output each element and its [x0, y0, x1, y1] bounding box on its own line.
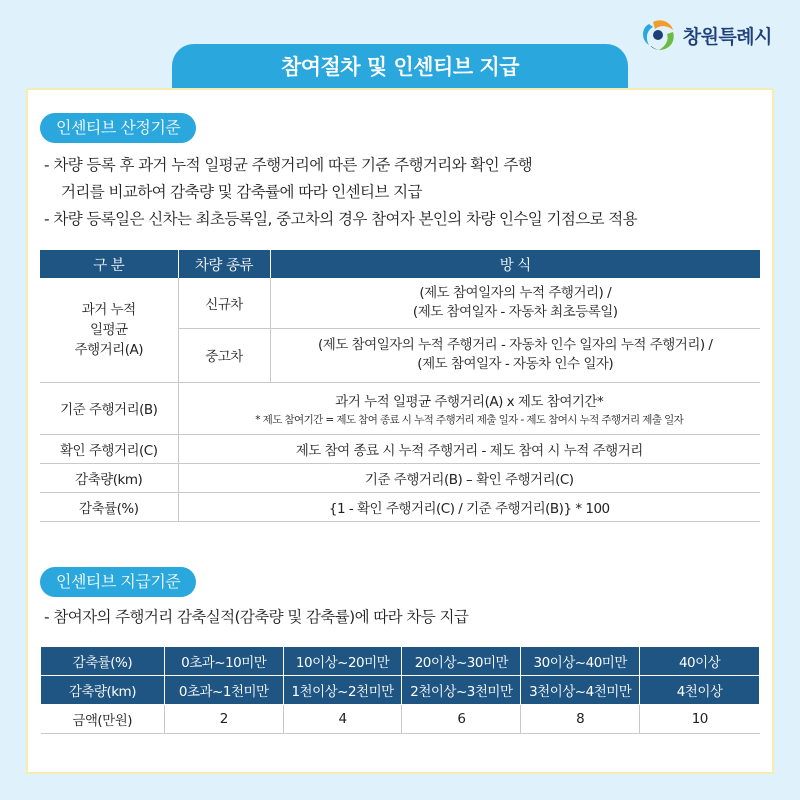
brand-logo	[639, 18, 772, 52]
amount-cell: 1천이상~2천미만	[283, 676, 402, 705]
calculation-bullets	[44, 152, 637, 233]
money-cell: 8	[521, 705, 640, 734]
used-car-formula	[270, 328, 760, 382]
bullet-text: 거리를 비교하여 감축량 및 감축률에 따라 인센티브 지급	[61, 183, 422, 201]
formula-line: (제도 참여일자 - 자동차 인수 일자)	[417, 356, 614, 372]
amount-cell: 0초과~1천미만	[164, 676, 283, 705]
bullet-text: - 차량 등록일은 신차는 최초등록일, 중고차의 경우 참여자 본인의 차량 인수일 기점으로 적용	[44, 210, 638, 228]
header-category: 구 분	[40, 250, 178, 278]
confirm-distance-label: 확인 주행거리(C)	[40, 434, 178, 463]
used-car-type: 중고차	[178, 328, 270, 382]
table-row	[40, 463, 760, 492]
calculation-table	[40, 250, 760, 522]
money-label: 금액(만원)	[41, 705, 165, 734]
new-car-formula	[270, 278, 760, 328]
formula-line: (제도 참여일자의 누적 주행거리 - 자동차 인수 일자의 누적 주행거리) /	[318, 337, 713, 353]
base-distance-label: 기준 주행거리(B)	[40, 382, 178, 434]
changwon-logo-icon	[639, 18, 677, 52]
rate-label: 감축률(%)	[41, 647, 165, 676]
bullet-text: - 차량 등록 후 과거 누적 일평균 주행거리에 따른 기준 주행거리와 확인 주행	[44, 156, 533, 174]
formula-line: 과거 누적 일평균 주행거리(A) x 제도 참여기간*	[335, 393, 604, 410]
page-title-tab	[172, 44, 628, 88]
formula-line: (제도 참여일자 - 자동차 최초등록일)	[412, 303, 618, 320]
rate-cell: 30이상~40미만	[521, 647, 640, 676]
confirm-distance-formula: 제도 참여 종료 시 누적 주행거리 - 제도 참여 시 누적 주행거리	[178, 434, 760, 463]
table-header-row	[40, 250, 760, 278]
amount-cell: 2천이상~3천미만	[402, 676, 521, 705]
rate-cell: 40이상	[640, 647, 760, 676]
reduction-amount-label: 감축량(km)	[40, 463, 178, 492]
section-heading-payment: 인센티브 지급기준	[40, 567, 196, 597]
header-method: 방 식	[270, 250, 760, 278]
amount-row	[41, 676, 760, 705]
amount-label: 감축량(km)	[41, 676, 165, 705]
amount-cell: 4천이상	[640, 676, 760, 705]
reduction-rate-formula: {1 - 확인 주행거리(C) / 기준 주행거리(B)} * 100	[178, 492, 760, 521]
money-row	[41, 705, 760, 734]
brand-name: 창원특례시	[682, 25, 772, 48]
rate-cell: 20이상~30미만	[402, 647, 521, 676]
header-vehicle-type: 차량 종류	[178, 250, 270, 278]
amount-cell: 3천이상~4천미만	[521, 676, 640, 705]
past-distance-label: 과거 누적 일평균 주행거리(A)	[40, 278, 178, 382]
table-row	[40, 492, 760, 521]
bullet-text: - 참여자의 주행거리 감축실적(감축량 및 감축률)에 따라 차등 지급	[44, 608, 469, 626]
money-cell: 4	[283, 705, 402, 734]
payment-bullets	[44, 604, 468, 631]
new-car-type: 신규차	[178, 278, 270, 328]
formula-line: (제도 참여일자의 누적 주행거리) /	[419, 284, 612, 301]
money-cell: 6	[402, 705, 521, 734]
money-cell: 2	[164, 705, 283, 734]
table-row	[40, 278, 760, 328]
base-distance-formula	[178, 382, 760, 434]
page-title: 참여절차 및 인센티브 지급	[280, 55, 520, 79]
formula-note: * 제도 참여기간 = 제도 참여 종료 시 누적 주행거리 제출 일자 - 제도 참여시 누적 주행거리 제출 일자	[255, 413, 684, 426]
rate-row	[41, 647, 760, 676]
table-row	[40, 382, 760, 434]
section-heading-calculation: 인센티브 산정기준	[40, 113, 196, 143]
payment-table	[40, 646, 760, 734]
rate-cell: 0초과~10미만	[164, 647, 283, 676]
table-row	[40, 434, 760, 463]
reduction-rate-label: 감축률(%)	[40, 492, 178, 521]
reduction-amount-formula: 기준 주행거리(B) – 확인 주행거리(C)	[178, 463, 760, 492]
money-cell: 10	[640, 705, 760, 734]
rate-cell: 10이상~20미만	[283, 647, 402, 676]
